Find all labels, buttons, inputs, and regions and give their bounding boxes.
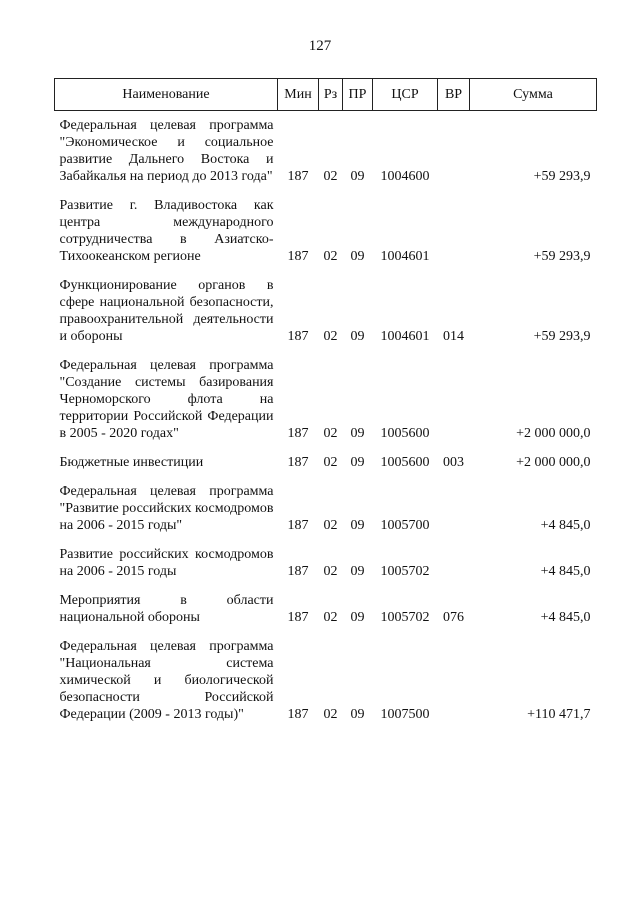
cell-name <box>55 111 278 192</box>
cell-pr: 09 <box>350 610 365 625</box>
cell-name <box>55 271 278 351</box>
cell-min: 187 <box>287 329 309 344</box>
cell-sum: +4 845,0 <box>540 564 591 579</box>
cell-csr: 1005702 <box>380 564 430 579</box>
cell-vr: 014 <box>443 329 464 344</box>
cell-name <box>55 632 278 729</box>
cell-name <box>55 477 278 540</box>
cell-rz: 02 <box>323 426 338 441</box>
row-name-text: Федеральная целевая программа "Создание системы базирования Черноморского флота на территории Российской Федерации в 2005 - 2020 годах" <box>59 358 274 441</box>
cell-pr: 09 <box>350 169 365 184</box>
cell-csr: 1007500 <box>380 707 430 722</box>
cell-vr <box>438 540 470 586</box>
page-number: 127 <box>308 38 332 54</box>
cell-csr: 1005600 <box>380 426 430 441</box>
table-row <box>55 477 597 540</box>
header-csr: ЦСР <box>373 79 438 111</box>
cell-name <box>55 191 278 271</box>
cell-csr: 1005700 <box>380 518 430 533</box>
table-row <box>55 351 597 448</box>
cell-csr: 1004600 <box>380 169 430 184</box>
cell-sum: +110 471,7 <box>527 707 591 722</box>
table-row <box>55 540 597 586</box>
cell-sum: +59 293,9 <box>533 249 591 264</box>
table-row <box>55 111 597 192</box>
table-row <box>55 632 597 729</box>
table-row <box>55 448 597 477</box>
cell-vr: 003 <box>443 455 464 470</box>
cell-rz: 02 <box>323 169 338 184</box>
table-row <box>55 191 597 271</box>
cell-rz: 02 <box>323 455 338 470</box>
cell-pr: 09 <box>350 249 365 264</box>
cell-vr <box>438 632 470 729</box>
cell-min: 187 <box>287 455 309 470</box>
cell-csr: 1005600 <box>380 455 430 470</box>
cell-csr: 1005702 <box>380 610 430 625</box>
cell-sum: +4 845,0 <box>540 610 591 625</box>
cell-min: 187 <box>287 249 309 264</box>
cell-name <box>55 586 278 632</box>
cell-sum: +59 293,9 <box>533 169 591 184</box>
header-name: Наименование <box>55 79 278 111</box>
cell-name <box>55 351 278 448</box>
cell-min: 187 <box>287 426 309 441</box>
cell-sum: +59 293,9 <box>533 329 591 344</box>
cell-name <box>55 448 278 477</box>
cell-pr: 09 <box>350 455 365 470</box>
cell-pr: 09 <box>350 518 365 533</box>
row-name-text: Федеральная целевая программа "Развитие российских космодромов на 2006 - 2015 годы" <box>59 484 274 533</box>
cell-pr: 09 <box>350 329 365 344</box>
cell-vr <box>438 351 470 448</box>
row-name-text: Мероприятия в области национальной обороны <box>59 593 274 625</box>
table-header-row <box>55 79 597 111</box>
header-sum: Сумма <box>470 79 597 111</box>
cell-rz: 02 <box>323 518 338 533</box>
row-name-text: Федеральная целевая программа "Национальная система химической и биологической безопасности Российской Федерации (2009 - 2013 годы)" <box>59 639 274 722</box>
cell-sum: +4 845,0 <box>540 518 591 533</box>
row-name-text: Функционирование органов в сфере национальной безопасности, правоохранительной деятельности и обороны <box>59 278 274 344</box>
cell-sum: +2 000 000,0 <box>516 455 591 470</box>
cell-min: 187 <box>287 564 309 579</box>
cell-csr: 1004601 <box>380 249 430 264</box>
cell-vr <box>438 191 470 271</box>
cell-rz: 02 <box>323 249 338 264</box>
header-vr: ВР <box>438 79 470 111</box>
cell-rz: 02 <box>323 707 338 722</box>
row-name-text: Развитие г. Владивостока как центра международного сотрудничества в Азиатско-Тихоокеанском регионе <box>59 198 274 264</box>
cell-rz: 02 <box>323 329 338 344</box>
cell-vr <box>438 477 470 540</box>
row-name-text: Развитие российских космодромов на 2006 - 2015 годы <box>59 547 274 579</box>
row-name-text: Бюджетные инвестиции <box>59 455 204 470</box>
cell-rz: 02 <box>323 564 338 579</box>
cell-min: 187 <box>287 169 309 184</box>
row-name-text: Федеральная целевая программа "Экономическое и социальное развитие Дальнего Востока и Забайкалья на период до 2013 года" <box>59 118 274 184</box>
cell-csr: 1004601 <box>380 329 430 344</box>
header-rz: Рз <box>319 79 343 111</box>
cell-min: 187 <box>287 610 309 625</box>
cell-rz: 02 <box>323 610 338 625</box>
cell-pr: 09 <box>350 707 365 722</box>
cell-min: 187 <box>287 707 309 722</box>
header-pr: ПР <box>343 79 373 111</box>
table-row <box>55 271 597 351</box>
cell-min: 187 <box>287 518 309 533</box>
header-min: Мин <box>278 79 319 111</box>
cell-vr: 076 <box>443 610 464 625</box>
cell-pr: 09 <box>350 426 365 441</box>
cell-vr <box>438 111 470 192</box>
cell-name <box>55 540 278 586</box>
table-row <box>55 586 597 632</box>
budget-table <box>54 78 597 729</box>
cell-pr: 09 <box>350 564 365 579</box>
cell-sum: +2 000 000,0 <box>516 426 591 441</box>
